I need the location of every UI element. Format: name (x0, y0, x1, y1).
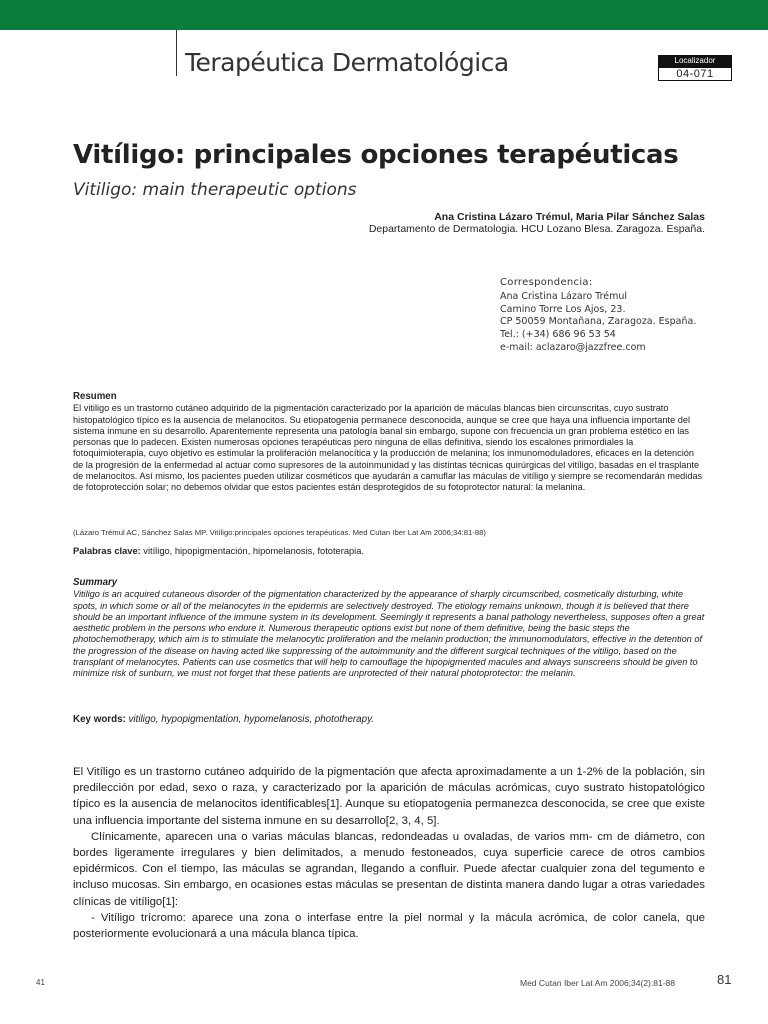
page-number: 81 (717, 972, 732, 987)
section-title: Terapéutica Dermatológica (185, 48, 509, 77)
locator-box (658, 55, 732, 81)
locator-code: 04-071 (658, 67, 732, 81)
keywords-values: vitíligo, hipopigmentación, hipomelanosis, fototerapia. (140, 546, 364, 556)
keywords-spanish (73, 546, 364, 556)
keywords-values: vitiligo, hypopigmentation, hypomelanosis, phototherapy. (125, 714, 374, 725)
correspondence-email[interactable]: e-mail: aclazaro@jazzfree.com (500, 341, 646, 353)
article-title: Vitíligo: principales opciones terapéuticas (73, 140, 679, 170)
summary-text: Vitiligo is an acquired cutaneous disorder of the pigmentation characterized by the appearance of sharply circumscribed, cosmetically disturbing, white spots, in which some or all of the melanocytes in the epidermis are selectively destroyed. The etiology remains unknown, though it is believed that there should be an important influence of the immune system in its development. Seemingly it represents a banal pathology nevertheless, supposes often a great aesthetic problem in the persons who endure it. Numerous therapeutic options exist but none of them definitive, being the basic steps the photochemotherapy, which aim is to stimulate the melanocytic proliferation and the melanin production; the immunomodulators, effective in the detention of the progression of the disease on having acted like suppressing of the autoimmunity and the different surgical techniques of the vitiligo, based on the transplant of melanocytes. Patients can use cosmetics that will help to camouflage the hipopigmented macules and always sunscreens should be given to minimize risk of sunburn, we must not forget that these patients are unprotected of their natural photoprotector: the melanin. (73, 589, 705, 679)
article-authors: Ana Cristina Lázaro Trémul, Maria Pilar Sánchez Salas (434, 211, 705, 223)
body-paragraph: El Vitíligo es un trastorno cutáneo adquirido de la pigmentación que afecta aproximadamente a un 1-2% de la población, sin predilección por edad, sexo o raza, y caracterizado por la aparición de máculas acrómicas, cuyo sustrato histopatológico típico es la ausencia de melanocitos identificables[1]. Aunque su etiopatogenia permanezca desconocida, se cree que existe una influencia importante del sistema inmune en su desarrollo[2, 3, 4, 5]. (73, 766, 705, 827)
keywords-english (73, 714, 374, 725)
keywords-label: Palabras clave: (73, 546, 141, 556)
locator-label: Localizador (658, 55, 732, 67)
citation: (Lázaro Trémul AC, Sánchez Salas MP. Vitíligo:principales opciones terapéuticas. Med Cutan Iber Lat Am 2006;34:81-88) (73, 528, 486, 537)
resumen-heading: Resumen (73, 391, 117, 402)
keywords-label: Key words: (73, 714, 126, 725)
header-color-bar (0, 0, 768, 30)
body-paragraph: - Vitíligo trícromo: aparece una zona o interfase entre la piel normal y la mácula acrómica, de color canela, que posteriormente evolucionará a una mácula blanca típica. (73, 911, 705, 941)
correspondence-label: Correspondencia: (500, 277, 593, 288)
author-affiliation: Departamento de Dermatologia. HCU Lozano Blesa. Zaragoza. España. (368, 223, 705, 235)
correspondence-line: Ana Cristina Lázaro Trémul (500, 290, 628, 302)
abstract-english (73, 577, 705, 680)
correspondence-line: Camino Torre Los Ajos, 23. (500, 303, 626, 315)
correspondence-block (500, 277, 696, 355)
article-body (73, 764, 705, 942)
article-subtitle: Vitiligo: main therapeutic options (73, 180, 357, 200)
abstract-spanish (73, 391, 705, 494)
footer-journal: Med Cutan Iber Lat Am 2006;34(2):81-88 (520, 978, 675, 988)
correspondence-line: Tel.: (+34) 686 96 53 54 (500, 329, 616, 341)
correspondence-line: CP 50059 Montañana, Zaragoza. España. (500, 316, 697, 328)
section-divider (176, 30, 177, 76)
body-paragraph: Clínicamente, aparecen una o varias máculas blancas, redondeadas u ovaladas, de varios mm- cm de diámetro, con bordes ligeramente irregulares y bien delimitados, a menudo festoneados, cuya superficie carece de otros cambios epidérmicos. Con el tiempo, las máculas se agrandan, llegando a confluir. Puede afectar cualquier zona del tegumento e incluso mucosas. Sin embargo, en ocasiones estas máculas se presentan de distinta manera dando lugar a otras variedades clínicas de vitíligo[1]: (73, 830, 705, 908)
footer-folio: 41 (36, 978, 45, 987)
summary-heading: Summary (73, 577, 118, 588)
resumen-text: El vitiligo es un trastorno cutáneo adquirido de la pigmentación caracterizado por la aparición de máculas blancas bien circunscritas, cuyo sustrato histopatológico típico es la ausencia de melanocitos. Su etiopatogenia permanece desconocida, aunque se cree que haya una influencia importante del sistema inmune en su desarrollo. Aparentemente representa una patología banal sin embargo, supone con frecuencia un gran problema estético en las personas que lo padecen. Existen numerosas opciones terapéuticas pero ninguna de ellas definitiva, siendo los escalones primordiales la fotoquimioterapia, cuyo objetivo es estimular la proliferación melanocítica y la producción de melanina; los inmunomoduladores, eficaces en la detención de la progresión de la enfermedad al actuar como supresores de la autoinmunidad y las distintas técnicas quirúrgicas del vitíligo, basadas en el trasplante de melanocitos. Así mismo, los pacientes pueden utilizar cosméticos que ayudarán a camuflar las máculas de vitíligo y siempre se recomendarán medidas de fotoprotección solar; no debemos olvidar que estos pacientes están desprotegidos de su fotoprotector natural: la melanina. (73, 403, 703, 493)
